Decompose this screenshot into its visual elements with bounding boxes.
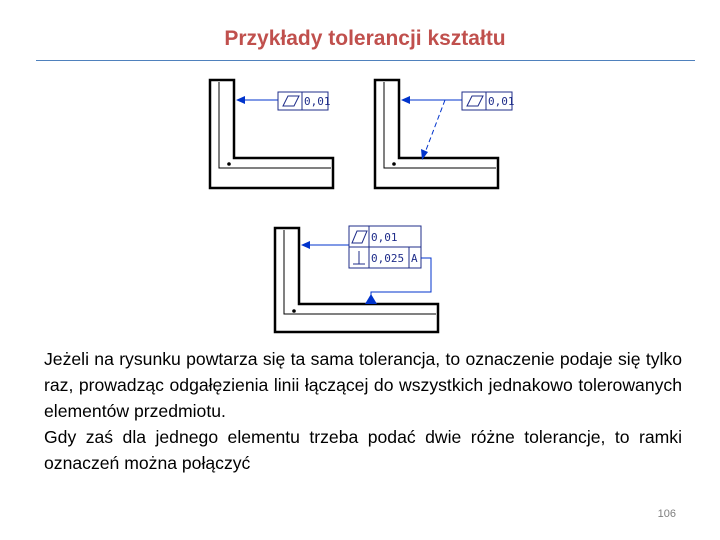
- leader-arrow-icon: [236, 96, 245, 104]
- leader-arrow-icon: [401, 96, 410, 104]
- corner-dot: [227, 162, 231, 166]
- flatness-symbol-icon: [352, 231, 367, 243]
- title-divider: [36, 60, 695, 61]
- corner-dot: [292, 309, 296, 313]
- figure-combined-frames: [265, 218, 445, 338]
- branch-leader-line: [423, 100, 445, 158]
- l-profile-inner-line: [384, 82, 496, 168]
- perpendicularity-symbol-icon: [353, 251, 365, 264]
- body-paragraph-2: Gdy zaś dla jednego elementu trzeba podać dwie różne tolerancje, to ramki oznaczeń można połączyć: [44, 427, 682, 473]
- flatness-symbol-icon: [467, 96, 483, 106]
- frame-value-perpendicularity: 0,025: [371, 252, 405, 265]
- figure-flatness-single: [200, 70, 340, 200]
- datum-triangle-icon: [365, 294, 377, 304]
- corner-dot: [392, 162, 396, 166]
- frame-value: 0,01: [304, 95, 331, 108]
- body-text: [44, 346, 682, 476]
- slide-title: Przykłady tolerancji kształtu: [224, 27, 506, 50]
- leader-arrow-icon: [301, 241, 310, 249]
- frame-value: 0,01: [488, 95, 515, 108]
- frame-value-flatness: 0,01: [371, 231, 398, 244]
- l-profile-outline: [275, 228, 438, 332]
- flatness-symbol-icon: [283, 96, 299, 106]
- figure-flatness-branched: [365, 70, 515, 200]
- page-number: 106: [657, 508, 676, 520]
- body-paragraph-1: Jeżeli na rysunku powtarza się ta sama tolerancja, to oznaczenie podaje się tylko raz, prowadząc odgałęzienia linii łączącej do wszystkich jednakowo tolerowanych elementów przedmiotu.: [44, 349, 682, 421]
- datum-reference: A: [411, 252, 418, 265]
